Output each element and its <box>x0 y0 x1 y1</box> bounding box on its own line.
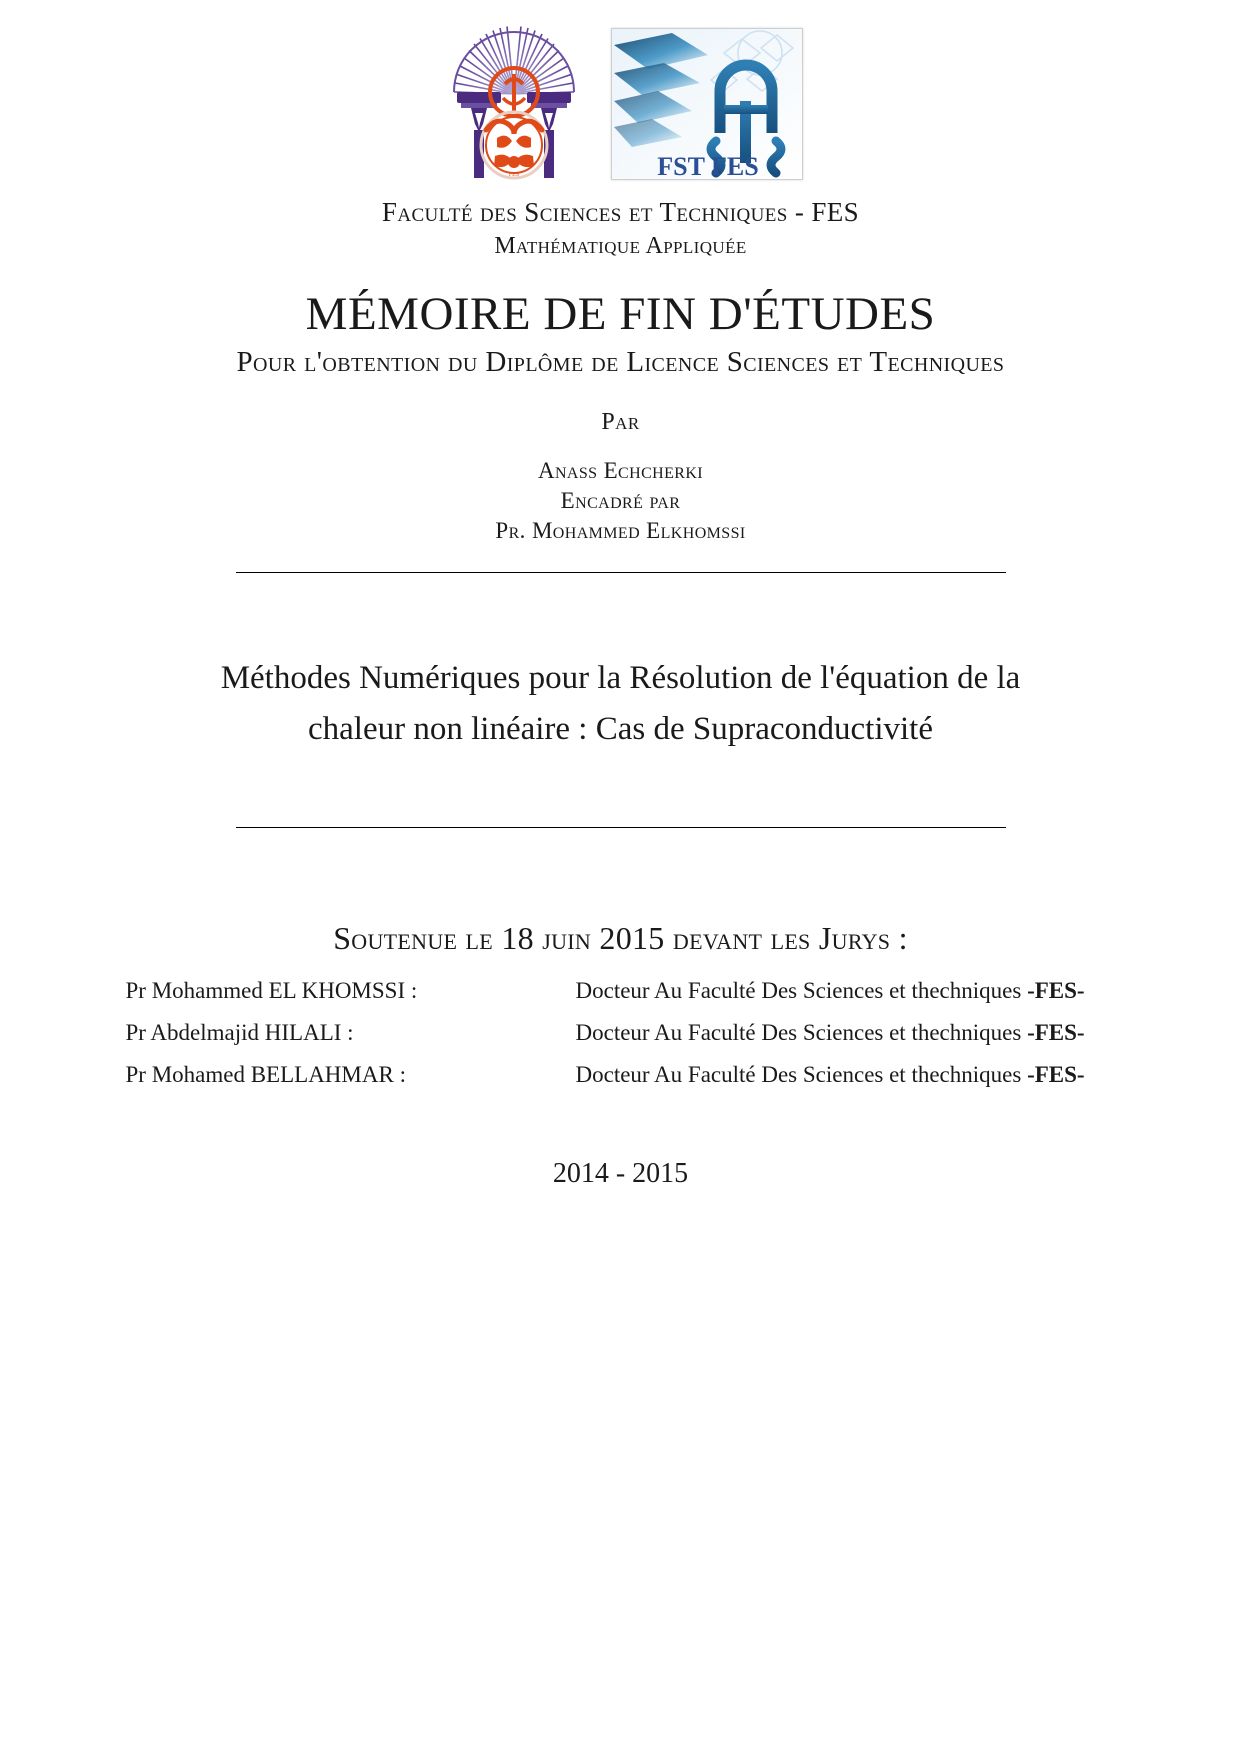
faculty-name: Faculté des Sciences et Techniques - FES <box>381 197 860 227</box>
diploma-purpose: Pour l'obtention du Diplôme de Licence Sciences et Techniques <box>236 345 1005 378</box>
supervisor-name: Pr. Mohammed Elkhomssi <box>495 517 746 543</box>
memoire-heading: MÉMOIRE DE FIN D'ÉTUDES <box>305 287 936 340</box>
fst-fes-logo <box>611 28 803 180</box>
table-row <box>121 979 1121 1002</box>
jury-list <box>121 979 1121 1086</box>
fst-fes-logo-caption: FST FES <box>656 152 759 179</box>
supervised-by-label: Encadré par <box>560 487 681 513</box>
thesis-title-line-1: Méthodes Numériques pour la Résolution de l'équation de la <box>220 659 1021 696</box>
table-row <box>121 1021 1121 1044</box>
svg-text:FES: FES <box>508 172 519 178</box>
jury-role-affiliation: -FES- <box>1027 1020 1085 1046</box>
author-name: Anass Echcherki <box>537 457 704 483</box>
jury-role-text: Docteur Au Faculté Des Sciences et thechniques <box>575 978 1028 1004</box>
logo-row <box>0 0 1241 180</box>
jury-role-text: Docteur Au Faculté Des Sciences et thechniques <box>575 1062 1028 1088</box>
department-name: Mathématique Appliquée <box>494 232 747 259</box>
by-label: Par <box>601 408 640 435</box>
usmba-university-logo <box>439 12 589 180</box>
jury-member-name: Pr Abdelmajid HILALI : <box>125 1020 354 1046</box>
jury-member-role <box>576 979 1121 1002</box>
academic-year: 2014 - 2015 <box>552 1158 689 1190</box>
jury-role-text: Docteur Au Faculté Des Sciences et thechniques <box>575 1020 1028 1046</box>
jury-member-role <box>576 1063 1121 1086</box>
thesis-title <box>151 653 1091 755</box>
jury-member-role <box>576 1021 1121 1044</box>
jury-member-name: Pr Mohammed EL KHOMSSI : <box>125 978 418 1004</box>
divider-bottom <box>236 827 1006 828</box>
jury-member-name: Pr Mohamed BELLAHMAR : <box>125 1062 406 1088</box>
divider-top <box>236 572 1006 573</box>
defense-heading: Soutenue le 18 juin 2015 devant les Jurys : <box>333 920 908 957</box>
table-row <box>121 1063 1121 1086</box>
jury-role-affiliation: -FES- <box>1027 978 1085 1004</box>
thesis-title-line-2: chaleur non linéaire : Cas de Supraconductivité <box>308 711 933 748</box>
jury-role-affiliation: -FES- <box>1027 1062 1085 1088</box>
